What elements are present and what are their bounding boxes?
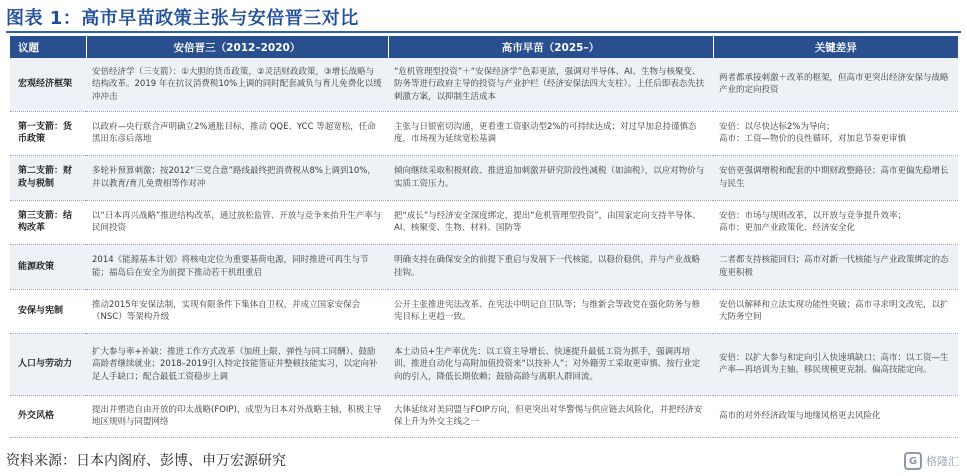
row-diff: 安倍：市场与规则改革，以开放与竞争提升效率； 高市：更加产业政策化、经济安全化 — [719, 210, 907, 234]
table-row — [10, 156, 958, 201]
table-row — [10, 395, 958, 437]
table-row — [10, 58, 958, 111]
row-takaichi: 把“成长”与经济安全深度绑定，提出“危机管理型投资”，由国家定向支持半导体、AI、核聚变、生物、材料、国防等 — [394, 210, 701, 234]
row-topic: 第三支箭：结构改革 — [18, 210, 73, 234]
row-topic: 人口与劳动力 — [18, 359, 73, 370]
column-header-takaichi: 高市早苗（2025–） — [388, 36, 713, 58]
row-abe: 以“日本再兴战略”推进结构改革，通过放松监管、开放与竞争来抬升生产率与民间投资 — [92, 210, 382, 234]
row-takaichi: 大体延续对美同盟与FOIP方向，但更突出对华警惕与供应链去风险化，并把经济安保上升为外交主线之一 — [394, 404, 703, 428]
row-topic: 安保与宪制 — [18, 306, 64, 317]
row-diff: 安倍以解释和立法实现功能性突破；高市寻求明文改宪，以扩大防务空间 — [719, 299, 949, 323]
row-takaichi: “危机管理型投资”＋“安保经济学”色彩更浓，强调对半导体、AI、生物与核聚变、防务等进行政府主导的投资与产业护栏（经济安保法四大支柱）。上任后即表态先扶刺激方案，以抑制生活成本 — [394, 66, 705, 102]
title-divider — [6, 31, 961, 33]
row-diff: 两者都承接刺激＋改革的框架，但高市更突出经济安保与战略产业的定向投资 — [719, 72, 949, 96]
table-row — [10, 200, 958, 245]
column-header-diff: 关键差异 — [814, 41, 857, 54]
row-abe: 以政府—央行联合声明确立2%通胀目标，推动 QQE、YCC 等超宽松，任命黑田东彦后落地 — [92, 121, 376, 145]
comparison-table — [10, 36, 958, 438]
row-takaichi: 倾向继续采取积极财政、推进追加刺激并研究阶段性减税（如油税），以应对物价与实质工资压力。 — [394, 166, 705, 189]
table-row — [10, 289, 958, 334]
table-row — [10, 334, 958, 395]
table-header-row — [10, 36, 958, 58]
row-takaichi: 本土动员+生产率优先：以工资主导增长、快速提升最低工资为抓手，强调再培训、推进自动化与高附加值投资来“以技补人”；对外籍劳工采取更审慎、按行业定向的引入，降低长期依赖；鼓励高龄与离职人群回流。 — [394, 346, 701, 382]
row-abe: 提出并塑造自由开放的印太战略(FOIP)，成型为日本对外战略主轴，积极主导地区规则与同盟网络 — [92, 404, 382, 428]
watermark — [904, 450, 959, 472]
watermark-text: 格隆汇 — [926, 455, 959, 468]
watermark-logo-icon: G — [904, 452, 922, 470]
row-topic: 第一支箭：货币政策 — [18, 121, 73, 145]
row-diff: 安倍更强调增税和配套的中期财政整路径；高市更偏先稳增长与民生 — [719, 166, 949, 189]
row-abe: 扩大参与率+补缺：推进工作方式改革（加班上限、弹性与同工同酬）、鼓励高龄者继续就业；2018–2019引入特定技能签证并整顿技能实习，以定向补足人手缺口；配合最低工资稳步上调 — [92, 346, 378, 382]
row-takaichi: 公开主张推进宪法改革、在宪法中明记自卫队等；与维新会等政党在强化防务与修宪目标上更趋一致。 — [394, 299, 701, 323]
row-diff: 二者都支持核能回归；高市对新一代核能与产业政策绑定的态度更积极 — [719, 255, 949, 278]
row-takaichi: 主张与日银密切沟通，更看重工资驱动型2%的可持续达成；对过早加息持谨慎态度，市场视为延续宽松基调 — [394, 121, 697, 145]
row-abe: 安倍经济学（三支箭）：①大胆的货币政策，②灵活财政政策，③增长战略与结构改革。2019 年在抗议消费税10%上调的同时配套减负与育儿免费化以缓冲冲击 — [92, 66, 382, 102]
row-abe: 推动2015年安保法制，实现有限条件下集体自卫权，并成立国家安保会（NSC）等架构升级 — [92, 299, 361, 323]
row-topic: 第二支箭：财政与税制 — [18, 166, 73, 189]
row-diff: 高市的对外经济政策与地缘风格更去风险化 — [719, 411, 881, 422]
row-diff: 安倍：以扩大参与和定向引入快速填缺口；高市：以工资—生产率—再培训为主轴，移民规模更克制、偏高技能定向。 — [719, 352, 949, 376]
table-row — [10, 111, 958, 156]
row-takaichi: 明确支持在确保安全的前提下重启与发展下一代核能，以稳价稳供，并与产业战略挂钩。 — [394, 255, 701, 278]
page-title: 图表 1：高市早苗政策主张与安倍晋三对比 — [6, 8, 359, 29]
column-header-topic: 议题 — [10, 36, 86, 58]
source-note: 资料来源：日本内阁府、彭博、申万宏源研究 — [6, 453, 286, 469]
row-topic: 能源政策 — [18, 261, 55, 272]
row-abe: 多轮补预算刺激；按2012“三党合意”路线最终把消费税从8%上调到10%，并以教育/育儿免费相等作对冲 — [92, 166, 376, 189]
row-diff: 安倍：以尽快达标2%为导向； 高市：工资—物价的良性循环，对加息节奏更审慎 — [719, 121, 907, 145]
row-topic: 宏观经济框架 — [18, 79, 73, 89]
row-topic: 外交风格 — [18, 411, 55, 422]
table-row — [10, 245, 958, 290]
column-header-abe: 安倍晋三（2012–2020） — [86, 36, 388, 58]
row-abe: 2014《能源基本计划》将核电定位为重要基荷电源，同时推进可再生与节能；福岛后在安全为前提下推动若干机组重启 — [92, 255, 369, 278]
